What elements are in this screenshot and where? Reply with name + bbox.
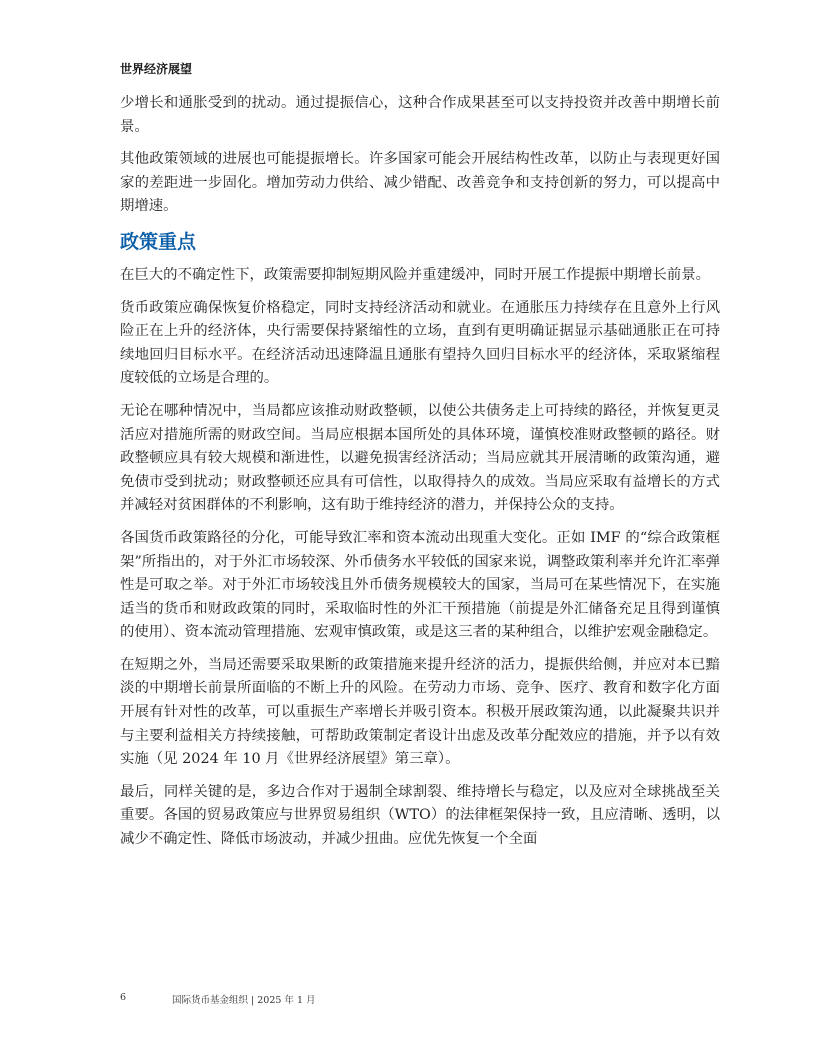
body-paragraph: 无论在哪种情况中，当局都应该推动财政整顿，以使公共债务走上可持续的路径，并恢复更灵活应对措施所需的财政空间。当局应根据本国所处的具体环境，谨慎校准财政整顿的路径。财政整顿应具有较大规模和渐进性，以避免损害经济活动；当局应就其开展清晰的政策沟通，避免债市受到扰动；财政整顿还应具有可信性，以取得持久的成效。当局应采取有益增长的方式并减轻对贫困群体的不利影响，这有助于维持经济的潜力，并保持公众的支持。 <box>120 402 720 514</box>
body-paragraph: 货币政策应确保恢复价格稳定，同时支持经济活动和就业。在通胀压力持续存在且意外上行风险正在上升的经济体，央行需要保持紧缩性的立场，直到有更明确证据显示基础通胀正在可持续地回归目标水平。在经济活动迅速降温且通胀有望持久回归目标水平的经济体，采取紧缩程度较低的立场是合理的。 <box>120 299 720 387</box>
body-paragraph: 各国货币政策路径的分化，可能导致汇率和资本流动出现重大变化。正如 IMF 的“综合政策框架”所指出的，对于外汇市场较深、外币债务水平较低的国家来说，调整政策利率并允许汇率弹性是可取之举。对于外汇市场较浅且外币债务规模较大的国家，当局可在某些情况下，在实施适当的货币和财政政策的同时，采取临时性的外汇干预措施（前提是外汇储备充足且得到谨慎的使用）、资本流动管理措施、宏观审慎政策，或是这三者的某种组合，以维护宏观金融稳定。 <box>120 529 720 641</box>
footer-publication: 国际货币基金组织 | 2025 年 1 月 <box>172 995 316 1006</box>
body-paragraph: 最后，同样关键的是，多边合作对于遏制全球割裂、维持增长与稳定，以及应对全球挑战至关重要。各国的贸易政策应与世界贸易组织（WTO）的法律框架保持一致，且应清晰、透明，以减少不确定性、降低市场波动，并减少扭曲。应优先恢复一个全面 <box>120 783 720 848</box>
page-content <box>120 92 720 861</box>
page-number: 6 <box>120 992 127 1003</box>
running-header: 世界经济展望 <box>120 62 193 76</box>
section-heading: 政策重点 <box>120 230 197 253</box>
body-paragraph: 少增长和通胀受到的扰动。通过提振信心，这种合作成果甚至可以支持投资并改善中期增长前景。 <box>120 95 720 135</box>
body-paragraph: 在短期之外，当局还需要采取果断的政策措施来提升经济的活力，提振供给侧，并应对本已黯淡的中期增长前景所面临的不断上升的风险。在劳动力市场、竞争、医疗、教育和数字化方面开展有针对性的改革，可以重振生产率增长并吸引资本。积极开展政策沟通，以此凝聚共识并与主要利益相关方持续接触，可帮助政策制定者设计出虑及改革分配效应的措施，并予以有效实施（见 2024 年 10 月《世界经济展望》第三章）。 <box>120 656 720 768</box>
body-paragraph: 其他政策领域的进展也可能提振增长。许多国家可能会开展结构性改革，以防止与表现更好国家的差距进一步固化。增加劳动力供给、减少错配、改善竞争和支持创新的努力，可以提高中期增速。 <box>120 151 720 215</box>
body-paragraph: 在巨大的不确定性下，政策需要抑制短期风险并重建缓冲，同时开展工作提振中期增长前景。 <box>120 266 711 283</box>
